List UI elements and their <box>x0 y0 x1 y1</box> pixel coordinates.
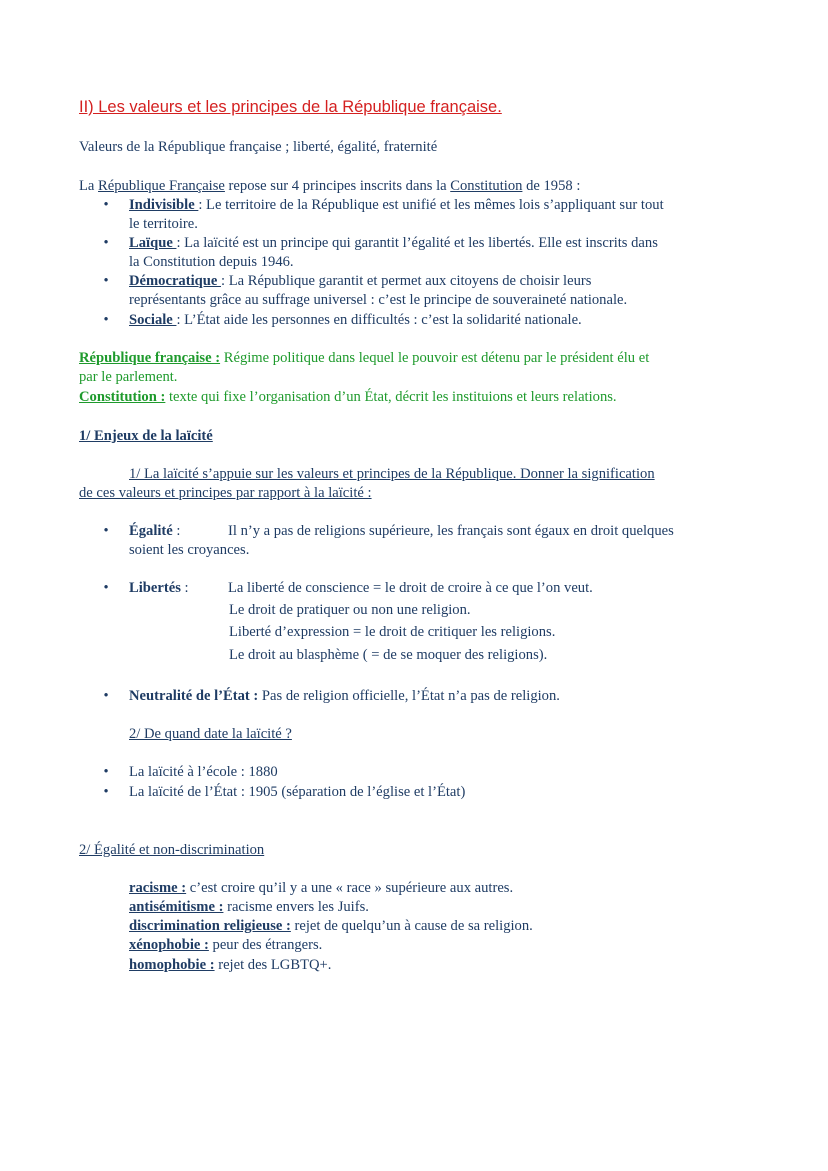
neutralite-term: Neutralité de l’État : <box>129 688 259 704</box>
question-1-line2: de ces valeurs et principes par rapport à la laïcité : <box>79 485 372 501</box>
bullet: • <box>103 235 109 251</box>
definition-text-cont: par le parlement. <box>79 369 178 385</box>
bullet: • <box>103 784 109 800</box>
glossary-text: peur des étrangers. <box>208 937 323 953</box>
principle-text-cont: le territoire. <box>129 216 198 232</box>
neutralite-line <box>129 687 560 706</box>
egalite-text: Il n’y a pas de religions supérieure, les français sont égaux en droit quelques <box>228 523 674 539</box>
libertes-line: Le droit au blasphème ( = de se moquer des religions). <box>229 647 548 663</box>
glossary-item <box>129 879 513 898</box>
section-heading-laicite: 1/ Enjeux de la laïcité <box>79 428 213 444</box>
bullet: • <box>103 273 109 289</box>
libertes-line: La liberté de conscience = le droit de croire à ce que l’on veut. <box>228 580 593 596</box>
intro-line <box>79 177 580 196</box>
principle-term: Laïque <box>129 235 177 251</box>
principle-text-cont: représentants grâce au suffrage universel : c’est le principe de souveraineté nationale. <box>129 292 628 308</box>
egalite-label <box>129 522 180 541</box>
bullet: • <box>103 688 109 704</box>
definition-term: Constitution : <box>79 389 166 405</box>
principle-term: Indivisible <box>129 197 199 213</box>
glossary-item <box>129 898 369 917</box>
principle-text: : L’État aide les personnes en difficultés : c’est la solidarité nationale. <box>176 312 582 328</box>
glossary-text: racisme envers les Juifs. <box>223 899 369 915</box>
bullet: • <box>103 580 109 596</box>
neutralite-text: Pas de religion officielle, l’État n’a pas de religion. <box>258 688 560 704</box>
glossary-term: homophobie : <box>129 957 215 973</box>
values-line: Valeurs de la République française ; liberté, égalité, fraternité <box>79 139 438 155</box>
libertes-term: Libertés <box>129 580 181 596</box>
egalite-text-cont: soient les croyances. <box>129 542 250 558</box>
intro-republique: République Française <box>98 178 225 194</box>
bullet: • <box>103 197 109 213</box>
glossary-text: c’est croire qu’il y a une « race » supérieure aux autres. <box>186 880 514 896</box>
date-item: La laïcité de l’État : 1905 (séparation de l’église et l’État) <box>129 784 466 800</box>
section-heading-egalite: 2/ Égalité et non-discrimination <box>79 842 265 858</box>
glossary-item <box>129 956 331 975</box>
principle-laique <box>129 234 658 253</box>
definition-republique <box>79 349 649 368</box>
principle-text-cont: la Constitution depuis 1946. <box>129 254 294 270</box>
principle-sociale <box>129 311 582 330</box>
egalite-colon: : <box>172 523 181 539</box>
date-item: La laïcité à l’école : 1880 <box>129 764 278 780</box>
principle-indivisible <box>129 196 664 215</box>
egalite-term: Égalité <box>129 523 173 539</box>
bullet: • <box>103 523 109 539</box>
question-1-line1: 1/ La laïcité s’appuie sur les valeurs et principes de la République. Donner la signification <box>129 466 655 482</box>
glossary-term: discrimination religieuse : <box>129 918 291 934</box>
definition-term: République française : <box>79 350 221 366</box>
libertes-colon: : <box>180 580 189 596</box>
intro-prefix: La <box>79 178 99 194</box>
page-title: II) Les valeurs et les principes de la République française. <box>79 98 502 116</box>
principle-text: : La République garantit et permet aux citoyens de choisir leurs <box>221 273 592 289</box>
glossary-item <box>129 917 533 936</box>
bullet: • <box>103 312 109 328</box>
libertes-line: Liberté d’expression = le droit de critiquer les religions. <box>229 624 556 640</box>
definition-text: Régime politique dans lequel le pouvoir est détenu par le président élu et <box>220 350 650 366</box>
glossary-item <box>129 936 322 955</box>
principle-democratique <box>129 272 591 291</box>
libertes-line: Le droit de pratiquer ou non une religion. <box>229 602 471 618</box>
bullet: • <box>103 764 109 780</box>
principle-term: Sociale <box>129 312 177 328</box>
intro-middle: repose sur 4 principes inscrits dans la <box>224 178 451 194</box>
glossary-text: rejet des LGBTQ+. <box>214 957 332 973</box>
principle-text: : Le territoire de la République est unifié et les mêmes lois s’appliquant sur tout <box>198 197 664 213</box>
glossary-term: racisme : <box>129 880 187 896</box>
question-2: 2/ De quand date la laïcité ? <box>129 726 292 742</box>
intro-constitution: Constitution <box>450 178 523 194</box>
principle-term: Démocratique <box>129 273 221 289</box>
intro-suffix: de 1958 : <box>522 178 581 194</box>
glossary-text: rejet de quelqu’un à cause de sa religion. <box>290 918 533 934</box>
principle-text: : La laïcité est un principe qui garantit l’égalité et les libertés. Elle est inscrits dans <box>176 235 658 251</box>
glossary-term: antisémitisme : <box>129 899 224 915</box>
libertes-label <box>129 579 189 598</box>
definition-constitution <box>79 388 617 407</box>
glossary-term: xénophobie : <box>129 937 209 953</box>
definition-text: texte qui fixe l’organisation d’un État, décrit les instituions et leurs relations. <box>165 389 617 405</box>
